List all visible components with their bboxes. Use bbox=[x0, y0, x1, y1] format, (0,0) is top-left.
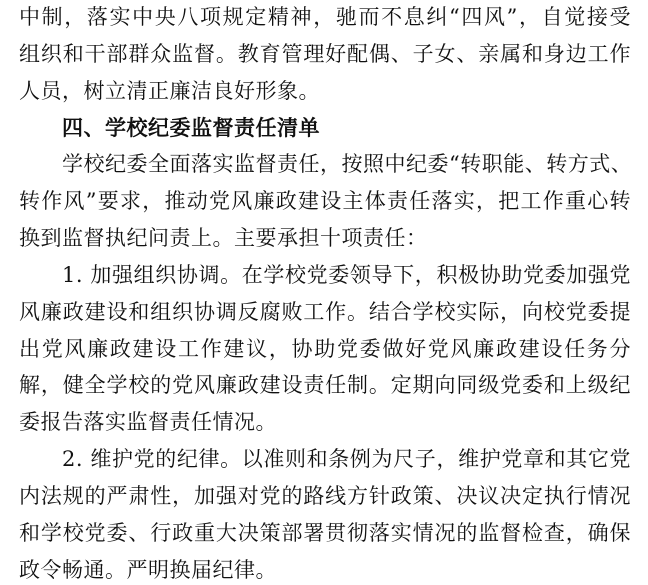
paragraph-line: 换到监督执纪问责上。主要承担十项责任： bbox=[19, 226, 428, 250]
paragraph-line: 组织和干部群众监督。教育管理好配偶、子女、亲属和身边工作 bbox=[19, 42, 631, 66]
section-heading: 四、学校纪委监督责任清单 bbox=[62, 116, 320, 140]
list-item-line: 1. 加强组织协调。在学校党委领导下，积极协助党委加强党 bbox=[62, 263, 631, 287]
paragraph-line: 中制，落实中央八项规定精神，驰而不息纠“四风”，自觉接受 bbox=[19, 5, 631, 29]
paragraph-line: 转作风”要求，推动党风廉政建设主体责任落实，把工作重心转 bbox=[19, 189, 631, 213]
list-item-line: 委报告落实监督责任情况。 bbox=[19, 410, 277, 434]
list-item-line: 内法规的严肃性，加强对党的路线方针政策、决议决定执行情况 bbox=[19, 484, 631, 508]
paragraph-line: 学校纪委全面落实监督责任，按照中纪委“转职能、转方式、 bbox=[62, 152, 633, 176]
list-item-line: 和学校党委、行政重大决策部署贯彻落实情况的监督检查，确保 bbox=[19, 521, 631, 545]
list-item-line: 解，健全学校的党风廉政建设责任制。定期向同级党委和上级纪 bbox=[19, 373, 631, 397]
list-item-line: 2. 维护党的纪律。以准则和条例为尺子，维护党章和其它党 bbox=[62, 447, 631, 471]
list-item-line: 出党风廉政建设工作建议，协助党委做好党风廉政建设任务分 bbox=[19, 337, 631, 361]
list-item-line: 政令畅通。严明换届纪律。 bbox=[19, 558, 277, 582]
list-item-line: 风廉政建设和组织协调反腐败工作。结合学校实际，向校党委提 bbox=[19, 300, 631, 324]
paragraph-line: 人员，树立清正廉洁良好形象。 bbox=[19, 79, 320, 103]
